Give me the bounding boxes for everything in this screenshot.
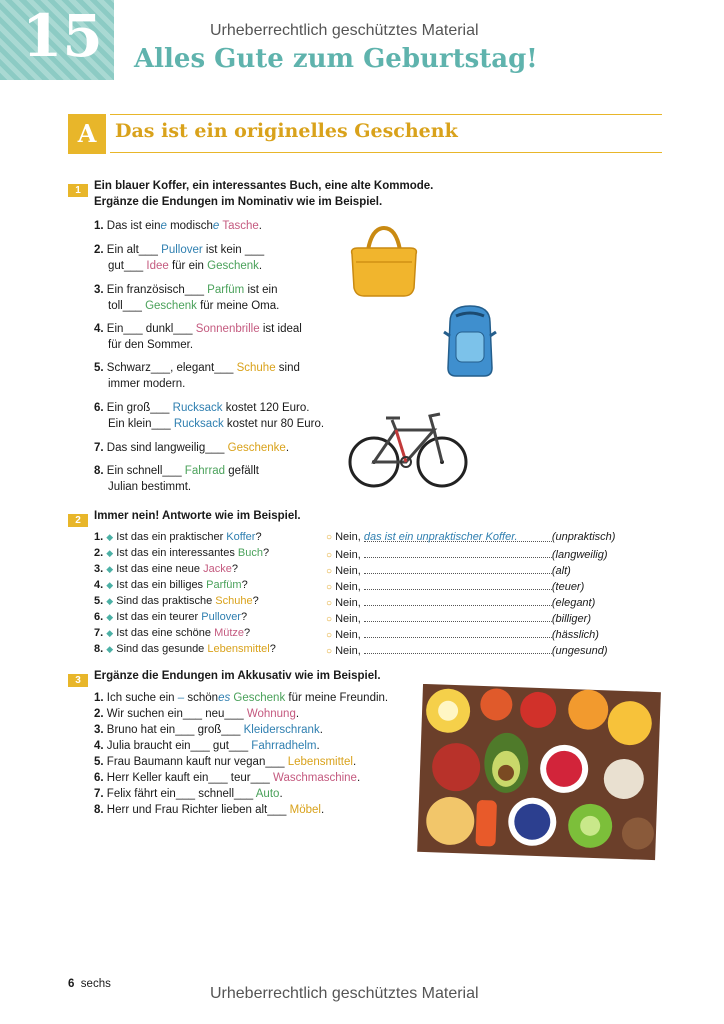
ex3-item-2[interactable]: 2. Wir suchen ein___ neu___ Wohnung. — [94, 708, 300, 720]
diamond-icon: ◆ — [106, 532, 114, 542]
chapter-badge — [0, 0, 114, 80]
section-letter-box — [68, 114, 106, 154]
ex2-question-1: 1. ◆ Ist das ein praktischer Koffer? — [94, 531, 262, 543]
page-number: 6 — [68, 978, 75, 990]
ex3-item-3[interactable]: 3. Bruno hat ein___ groß___ Kleiderschrank. — [94, 724, 323, 736]
ex2-header — [68, 510, 88, 528]
ex2-question-6: 6. ◆ Ist das ein teurer Pullover? — [94, 611, 248, 623]
ex3-item-6[interactable]: 6. Herr Keller kauft ein___ teur___ Waschmaschine. — [94, 772, 361, 784]
section-letter: A — [77, 119, 97, 148]
ex2-question-8: 8. ◆ Sind das gesunde Lebensmittel? — [94, 643, 276, 655]
ex3-header — [68, 670, 88, 688]
ex1-item-3[interactable]: 3. Ein französisch___ Parfüm ist ein toll___ Geschenk für meine Oma. — [94, 284, 280, 312]
ex2-answer-3[interactable]: ○ Nein, (alt) — [326, 562, 571, 579]
diamond-icon: ◆ — [106, 564, 114, 574]
section-rule-bottom — [110, 152, 662, 153]
ex3-item-4[interactable]: 4. Julia braucht ein___ gut___ Fahrradhelm. — [94, 740, 320, 752]
diamond-icon: ◆ — [106, 644, 114, 654]
circle-icon: ○ — [326, 598, 333, 609]
page-word: sechs — [80, 978, 111, 990]
ex1-instruction-2: Ergänze die Endungen im Nominativ wie im Beispiel. — [94, 196, 383, 208]
ex1-item-4[interactable]: 4. Ein___ dunkl___ Sonnenbrille ist ideal für den Sommer. — [94, 323, 302, 351]
page-footer — [68, 978, 111, 990]
backpack-image — [440, 302, 500, 378]
ex3-item-7[interactable]: 7. Felix fährt ein___ schnell___ Auto. — [94, 788, 283, 800]
example-fill: e — [160, 220, 167, 232]
ex1-item-2[interactable]: 2. Ein alt___ Pullover ist kein ___ gut___ Idee für ein Geschenk. — [94, 244, 265, 272]
diamond-icon: ◆ — [106, 628, 114, 638]
ex2-question-4: 4. ◆ Ist das ein billiges Parfüm? — [94, 579, 248, 591]
ex2-answer-4[interactable]: ○ Nein, (teuer) — [326, 578, 584, 595]
circle-icon: ○ — [326, 646, 333, 657]
ex2-answer-7[interactable]: ○ Nein, (hässlich) — [326, 626, 599, 643]
ex2-question-5: 5. ◆ Sind das praktische Schuhe? — [94, 595, 259, 607]
ex2-badge: 2 — [68, 514, 88, 527]
ex3-badge: 3 — [68, 674, 88, 687]
ex1-item-5[interactable]: 5. Schwarz___, elegant___ Schuhe sind immer modern. — [94, 362, 300, 390]
circle-icon: ○ — [326, 566, 333, 577]
section-rule-top — [110, 114, 662, 115]
ex1-item-8[interactable]: 8. Ein schnell___ Fahrrad gefällt Julian bestimmt. — [94, 465, 259, 493]
ex2-question-3: 3. ◆ Ist das eine neue Jacke? — [94, 563, 238, 575]
circle-icon: ○ — [326, 532, 333, 543]
ex3-instruction: Ergänze die Endungen im Akkusativ wie im Beispiel. — [94, 670, 381, 682]
diamond-icon: ◆ — [106, 596, 114, 606]
ex2-answer-6[interactable]: ○ Nein, (billiger) — [326, 610, 591, 627]
diamond-icon: ◆ — [106, 548, 114, 558]
circle-icon: ○ — [326, 630, 333, 641]
healthy-food-photo — [416, 684, 662, 862]
handbag-image — [346, 226, 422, 298]
example-answer: das ist ein unpraktischer Koffer. — [363, 531, 518, 543]
ex2-answer-8[interactable]: ○ Nein, (ungesund) — [326, 642, 608, 659]
watermark-top: Urheberrechtlich geschütztes Material — [210, 22, 479, 39]
ex2-answer-1[interactable]: ○ Nein, das ist ein unpraktischer Koffer. (unpraktisch) — [326, 531, 616, 543]
diamond-icon: ◆ — [106, 580, 114, 590]
ex1-badge: 1 — [68, 184, 88, 197]
ex3-item-1: 1. Ich suche ein – schönes Geschenk für meine Freundin. — [94, 692, 389, 704]
ex1-item-6[interactable]: 6. Ein groß___ Rucksack kostet 120 Euro. Ein klein___ Rucksack kostet nur 80 Euro. — [94, 402, 325, 430]
circle-icon: ○ — [326, 550, 333, 561]
chapter-title: Alles Gute zum Geburtstag! — [134, 44, 538, 74]
ex1-header — [68, 180, 88, 198]
ex2-question-2: 2. ◆ Ist das ein interessantes Buch? — [94, 547, 270, 559]
ex1-item-1: 1. Das ist eine modische Tasche. — [94, 220, 262, 232]
section-title: Das ist ein originelles Geschenk — [115, 120, 458, 142]
circle-icon: ○ — [326, 582, 333, 593]
circle-icon: ○ — [326, 614, 333, 625]
ex2-answer-2[interactable]: ○ Nein, (langweilig) — [326, 546, 608, 563]
bicycle-image — [346, 404, 470, 492]
ex3-item-8[interactable]: 8. Herr und Frau Richter lieben alt___ Möbel. — [94, 804, 325, 816]
ex2-question-7: 7. ◆ Ist das eine schöne Mütze? — [94, 627, 251, 639]
ex2-answer-5[interactable]: ○ Nein, (elegant) — [326, 594, 595, 611]
watermark-bottom: Urheberrechtlich geschütztes Material — [210, 985, 479, 1002]
ex1-instruction-1: Ein blauer Koffer, ein interessantes Buch, eine alte Kommode. — [94, 180, 434, 192]
ex2-instruction: Immer nein! Antworte wie im Beispiel. — [94, 510, 301, 522]
chapter-number: 15 — [22, 2, 103, 70]
ex3-item-5[interactable]: 5. Frau Baumann kauft nur vegan___ Lebensmittel. — [94, 756, 357, 768]
diamond-icon: ◆ — [106, 612, 114, 622]
ex1-item-7[interactable]: 7. Das sind langweilig___ Geschenke. — [94, 442, 290, 454]
